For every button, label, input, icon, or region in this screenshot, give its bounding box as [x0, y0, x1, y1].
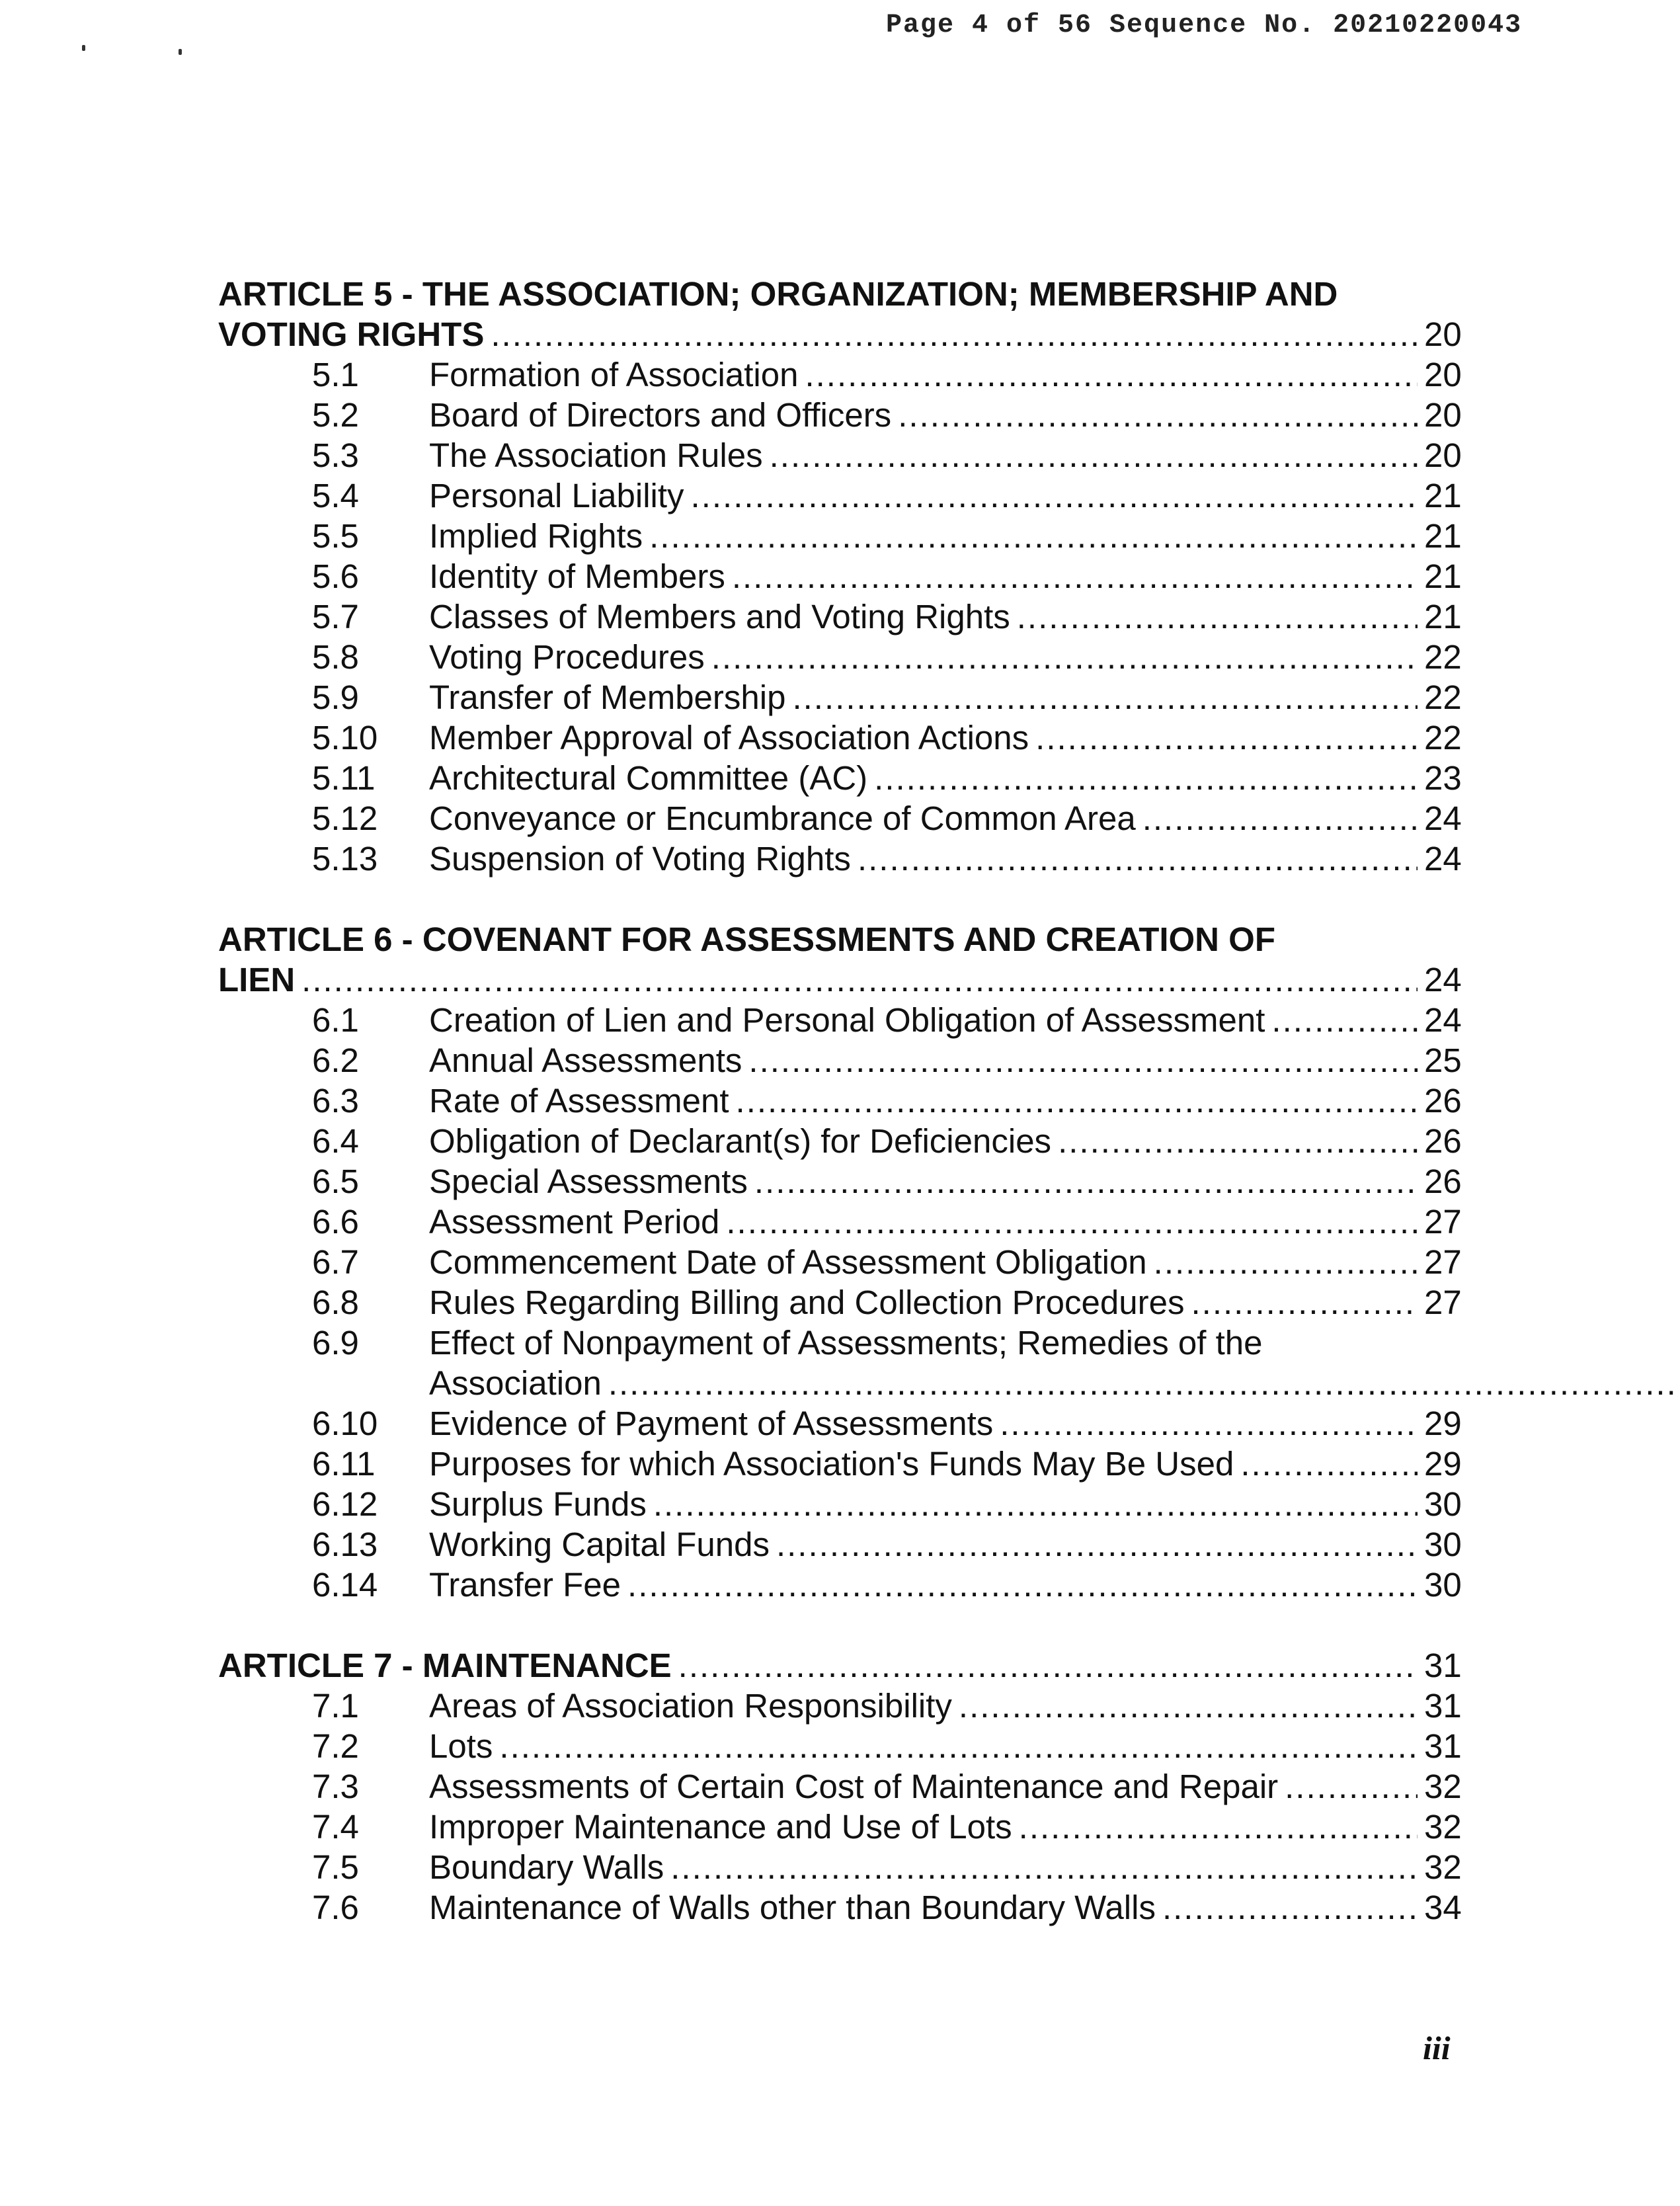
section-number: 5.4 — [312, 477, 359, 514]
section-number: 6.4 — [312, 1122, 359, 1160]
article-heading: LIEN — [218, 961, 296, 999]
dot-leader — [653, 1484, 1418, 1524]
toc-entry — [218, 475, 1461, 516]
dot-leader — [805, 354, 1418, 395]
article-heading: VOTING RIGHTS — [218, 315, 485, 353]
section-title: Creation of Lien and Personal Obligation of Assessment — [429, 1001, 1265, 1039]
dot-leader — [301, 960, 1418, 1000]
dot-leader — [1058, 1121, 1418, 1161]
section-number: 6.13 — [312, 1526, 378, 1563]
toc-entry — [218, 556, 1461, 596]
page-number: 31 — [1424, 1727, 1462, 1765]
section-number: 5.10 — [312, 719, 378, 756]
dot-leader — [754, 1161, 1418, 1202]
section-number: 6.10 — [312, 1405, 378, 1442]
section-title: Obligation of Declarant(s) for Deficiencies — [429, 1122, 1052, 1160]
page-number: 29 — [1424, 1405, 1462, 1442]
page-number: 26 — [1424, 1122, 1462, 1160]
section-title: Member Approval of Association Actions — [429, 719, 1029, 756]
section-title: Special Assessments — [429, 1163, 748, 1200]
section-number: 7.1 — [312, 1687, 359, 1725]
section-title: Commencement Date of Assessment Obligation — [429, 1243, 1147, 1281]
toc-entry — [218, 1484, 1461, 1524]
page-number: 30 — [1424, 1526, 1462, 1563]
toc-entry-body — [429, 1323, 1680, 1403]
section-number: 7.4 — [312, 1808, 359, 1846]
page-number: 20 — [1424, 315, 1462, 353]
toc-entry — [218, 1686, 1461, 1726]
section-number: 6.9 — [312, 1324, 359, 1362]
page-number: 21 — [1424, 477, 1462, 514]
article-heading: ARTICLE 7 - MAINTENANCE — [218, 1647, 672, 1684]
dot-leader — [691, 475, 1418, 516]
toc-entry — [218, 1161, 1461, 1202]
toc-entry — [218, 1081, 1461, 1121]
section-title: Effect of Nonpayment of Assessments; Remedies of the — [429, 1324, 1263, 1362]
section-number: 7.6 — [312, 1889, 359, 1926]
article-heading-line — [218, 314, 1461, 354]
spacer — [218, 879, 1461, 919]
toc-entry — [218, 1565, 1461, 1605]
section-title: Boundary Walls — [429, 1848, 664, 1886]
toc-entry — [218, 1887, 1461, 1928]
page-number: 30 — [1424, 1566, 1462, 1604]
toc-entry — [218, 1444, 1461, 1484]
section-number: 5.2 — [312, 396, 359, 434]
section-number: 5.1 — [312, 356, 359, 393]
toc-entry — [218, 395, 1461, 435]
section-title: Evidence of Payment of Assessments — [429, 1405, 994, 1442]
toc-entry — [218, 354, 1461, 395]
page-number: 24 — [1424, 961, 1462, 999]
spacer — [218, 1605, 1461, 1645]
section-title: Rules Regarding Billing and Collection Procedures — [429, 1284, 1185, 1321]
dot-leader — [670, 1847, 1418, 1887]
section-title: The Association Rules — [429, 436, 763, 474]
scan-speck — [179, 49, 182, 55]
toc-entry — [218, 1121, 1461, 1161]
page-number: 21 — [1424, 598, 1462, 635]
toc-entry — [218, 798, 1461, 838]
section-number: 6.6 — [312, 1203, 359, 1241]
toc-entry — [218, 758, 1461, 798]
toc-entry — [218, 435, 1461, 475]
page-number: 24 — [1424, 840, 1462, 878]
article-heading: ARTICLE 6 - COVENANT FOR ASSESSMENTS AND CREATION OF — [218, 920, 1276, 958]
toc-article — [218, 274, 1461, 879]
section-title: Assessment Period — [429, 1203, 720, 1241]
page-number: 24 — [1424, 799, 1462, 837]
section-number: 6.12 — [312, 1485, 378, 1523]
dot-leader — [776, 1524, 1418, 1565]
section-title: Surplus Funds — [429, 1485, 647, 1523]
section-title: Assessments of Certain Cost of Maintenance and Repair — [429, 1768, 1279, 1805]
toc-entry — [218, 596, 1461, 637]
section-title: Personal Liability — [429, 477, 684, 514]
section-number: 5.12 — [312, 799, 378, 837]
toc-entry — [218, 1524, 1461, 1565]
section-number: 6.5 — [312, 1163, 359, 1200]
page-number: 20 — [1424, 436, 1462, 474]
section-number: 6.8 — [312, 1284, 359, 1321]
page-number: 22 — [1424, 638, 1462, 676]
dot-leader — [1000, 1403, 1418, 1444]
page-folio: iii — [1423, 2029, 1451, 2066]
dot-leader — [627, 1565, 1418, 1605]
toc-entry — [218, 1202, 1461, 1242]
section-title: Board of Directors and Officers — [429, 396, 892, 434]
toc-entry — [218, 1000, 1461, 1040]
section-number: 6.3 — [312, 1082, 359, 1120]
page-number: 22 — [1424, 678, 1462, 716]
dot-leader — [748, 1040, 1418, 1081]
page-number: 34 — [1424, 1889, 1462, 1926]
article-heading-line — [218, 960, 1461, 1000]
section-title: Voting Procedures — [429, 638, 705, 676]
page-number: 20 — [1424, 356, 1462, 393]
page-number: 22 — [1424, 719, 1462, 756]
page-number: 30 — [1424, 1485, 1462, 1523]
dot-leader — [726, 1202, 1418, 1242]
section-title: Identity of Members — [429, 557, 725, 595]
section-number: 7.2 — [312, 1727, 359, 1765]
dot-leader — [608, 1363, 1680, 1403]
page-number: 26 — [1424, 1163, 1462, 1200]
section-number: 5.11 — [312, 759, 376, 797]
section-number: 5.6 — [312, 557, 359, 595]
section-number: 5.8 — [312, 638, 359, 676]
section-number: 6.14 — [312, 1566, 378, 1604]
section-title: Association — [429, 1364, 602, 1402]
page-number: 29 — [1424, 1445, 1462, 1483]
page-number: 21 — [1424, 517, 1462, 555]
page-number: 32 — [1424, 1848, 1462, 1886]
dot-leader — [1285, 1766, 1418, 1807]
toc-entry-line — [429, 1363, 1680, 1403]
section-number: 5.5 — [312, 517, 359, 555]
section-title: Working Capital Funds — [429, 1526, 770, 1563]
toc-entry — [218, 717, 1461, 758]
section-title: Implied Rights — [429, 517, 643, 555]
page-header: Page 4 of 56 Sequence No. 20210220043 — [886, 11, 1523, 40]
table-of-contents — [218, 274, 1461, 1928]
dot-leader — [1142, 798, 1418, 838]
section-title: Conveyance or Encumbrance of Common Area — [429, 799, 1136, 837]
page-number: 27 — [1424, 1203, 1462, 1241]
section-number: 7.3 — [312, 1768, 359, 1805]
section-number: 7.5 — [312, 1848, 359, 1886]
dot-leader — [732, 556, 1418, 596]
toc-entry — [218, 1403, 1461, 1444]
section-number: 5.7 — [312, 598, 359, 635]
dot-leader — [898, 395, 1418, 435]
toc-entry — [218, 1242, 1461, 1282]
section-title: Areas of Association Responsibility — [429, 1687, 952, 1725]
dot-leader — [874, 758, 1418, 798]
dot-leader — [1017, 596, 1418, 637]
dot-leader — [858, 838, 1418, 879]
toc-entry — [218, 838, 1461, 879]
dot-leader — [1240, 1444, 1418, 1484]
dot-leader — [711, 637, 1418, 677]
dot-leader — [1019, 1807, 1418, 1847]
section-number: 5.13 — [312, 840, 378, 878]
toc-article — [218, 919, 1461, 1605]
toc-entry — [218, 1847, 1461, 1887]
dot-leader — [1162, 1887, 1418, 1928]
page-number: 27 — [1424, 1243, 1462, 1281]
toc-entry — [218, 1040, 1461, 1081]
section-title: Classes of Members and Voting Rights — [429, 598, 1010, 635]
section-title: Architectural Committee (AC) — [429, 759, 868, 797]
page-number: 24 — [1424, 1001, 1462, 1039]
section-title: Lots — [429, 1727, 493, 1765]
page-number: 25 — [1424, 1042, 1462, 1079]
dot-leader — [770, 435, 1418, 475]
section-title: Suspension of Voting Rights — [429, 840, 851, 878]
page-number: 21 — [1424, 557, 1462, 595]
page-number: 32 — [1424, 1808, 1462, 1846]
article-heading-line — [218, 1645, 1461, 1686]
section-title: Improper Maintenance and Use of Lots — [429, 1808, 1012, 1846]
toc-entry — [218, 1323, 1461, 1403]
section-number: 6.7 — [312, 1243, 359, 1281]
dot-leader — [499, 1726, 1418, 1766]
section-number: 6.11 — [312, 1445, 376, 1483]
section-number: 6.2 — [312, 1042, 359, 1079]
section-title: Purposes for which Association's Funds May Be Used — [429, 1445, 1234, 1483]
page-number: 32 — [1424, 1768, 1462, 1805]
toc-entry — [218, 516, 1461, 556]
page-number: 23 — [1424, 759, 1462, 797]
section-title: Formation of Association — [429, 356, 799, 393]
section-title: Annual Assessments — [429, 1042, 742, 1079]
dot-leader — [491, 314, 1418, 354]
scan-speck — [82, 45, 85, 51]
dot-leader — [1154, 1242, 1418, 1282]
dot-leader — [736, 1081, 1418, 1121]
dot-leader — [792, 677, 1418, 717]
dot-leader — [649, 516, 1418, 556]
toc-entry — [218, 677, 1461, 717]
section-title: Transfer Fee — [429, 1566, 621, 1604]
toc-entry — [218, 1282, 1461, 1323]
dot-leader — [1191, 1282, 1418, 1323]
page-number: 27 — [1424, 1284, 1462, 1321]
article-heading: ARTICLE 5 - THE ASSOCIATION; ORGANIZATION; MEMBERSHIP AND — [218, 275, 1338, 313]
toc-entry — [218, 1726, 1461, 1766]
page-number: 31 — [1424, 1687, 1462, 1725]
section-number: 5.9 — [312, 678, 359, 716]
page-number: 26 — [1424, 1082, 1462, 1120]
section-title: Rate of Assessment — [429, 1082, 729, 1120]
toc-entry — [218, 1766, 1461, 1807]
dot-leader — [1271, 1000, 1418, 1040]
page-number: 31 — [1424, 1647, 1462, 1684]
page-number: 20 — [1424, 396, 1462, 434]
dot-leader — [678, 1645, 1418, 1686]
toc-article — [218, 1645, 1461, 1928]
section-number: 6.1 — [312, 1001, 359, 1039]
section-title: Transfer of Membership — [429, 678, 786, 716]
dot-leader — [1035, 717, 1418, 758]
toc-entry — [218, 637, 1461, 677]
dot-leader — [959, 1686, 1418, 1726]
toc-entry — [218, 1807, 1461, 1847]
section-number: 5.3 — [312, 436, 359, 474]
section-title: Maintenance of Walls other than Boundary Walls — [429, 1889, 1156, 1926]
